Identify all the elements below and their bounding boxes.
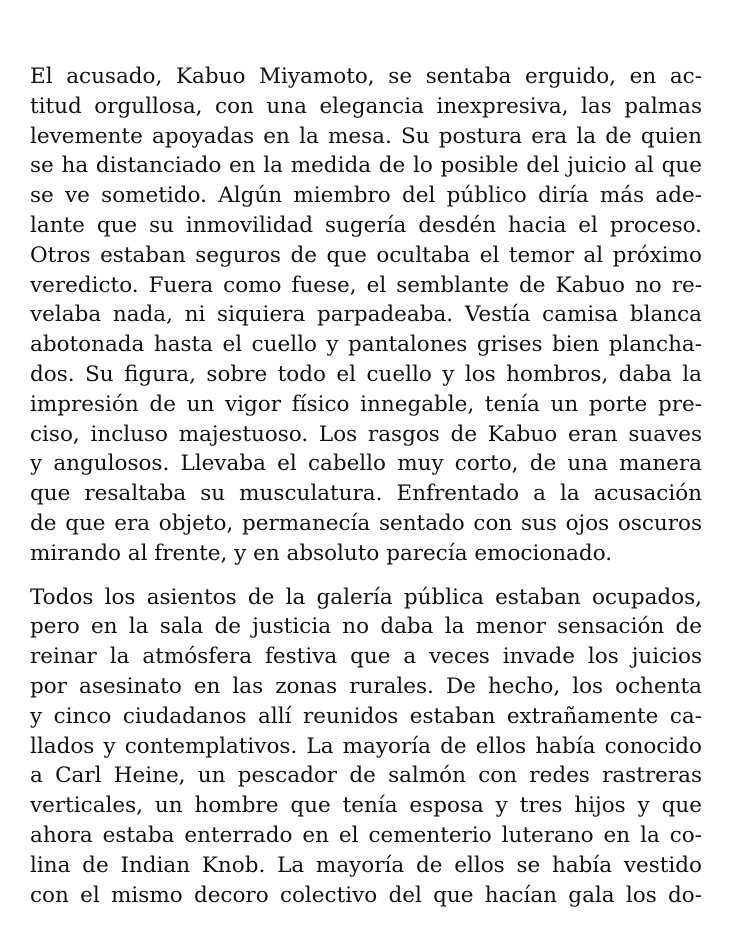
text-line: levemente apoyadas en la mesa. Su postura era la de quien: [30, 123, 702, 149]
text-line: por asesinato en las zonas rurales. De hecho, los ochenta: [30, 673, 702, 699]
text-line: y angulosos. Llevaba el cabello muy corto, de una manera: [30, 451, 702, 477]
text-line: El acusado, Kabuo Miyamoto, se sentaba erguido, en ac-: [30, 64, 702, 89]
text-line: pero en la sala de justicia no daba la menor sensación de: [30, 614, 702, 640]
text-line: ciso, incluso majestuoso. Los rasgos de Kabuo eran suaves: [30, 421, 702, 447]
text-line: titud orgullosa, con una elegancia inexpresiva, las palmas: [30, 93, 702, 119]
text-line: verticales, un hombre que tenía esposa y tres hijos y que: [30, 793, 702, 819]
text-line: con el mismo decoro colectivo del que hacían gala los do-: [30, 882, 702, 908]
text-line: y cinco ciudadanos allí reunidos estaban extrañamente ca-: [30, 703, 702, 729]
text-line: a Carl Heine, un pescador de salmón con redes rastreras: [30, 763, 702, 789]
text-line: se ha distanciado en la medida de lo posible del juicio al que: [30, 153, 702, 179]
text-line: abotonada hasta el cuello y pantalones grises bien plancha-: [30, 332, 702, 358]
page-body: [30, 62, 702, 910]
paragraph: [30, 62, 702, 569]
text-line: dos. Su figura, sobre todo el cuello y los hombros, daba la: [30, 361, 702, 387]
paragraph: [30, 583, 702, 911]
text-line: lante que su inmovilidad sugería desdén hacia el proceso.: [30, 212, 702, 238]
text-line: se ve sometido. Algún miembro del público diría más ade-: [30, 183, 702, 209]
text-line: que resaltaba su musculatura. Enfrentado a la acusación: [30, 481, 702, 507]
text-line: velaba nada, ni siquiera parpadeaba. Vestía camisa blanca: [30, 302, 702, 328]
text-line: reinar la atmósfera festiva que a veces invade los juicios: [30, 644, 702, 670]
text-line: impresión de un vigor físico innegable, tenía un porte pre-: [30, 391, 702, 417]
text-line: Todos los asientos de la galería pública estaban ocupados,: [30, 584, 702, 610]
text-line: Otros estaban seguros de que ocultaba el temor al próximo: [30, 242, 702, 268]
text-line: ahora estaba enterrado en el cementerio luterano en la co-: [30, 822, 702, 848]
text-line: de que era objeto, permanecía sentado con sus ojos oscuros: [30, 510, 702, 536]
text-line: llados y contemplativos. La mayoría de ellos había conocido: [30, 733, 702, 759]
text-line: veredicto. Fuera como fuese, el semblante de Kabuo no re-: [30, 272, 702, 298]
text-line: lina de Indian Knob. La mayoría de ellos se había vestido: [30, 852, 702, 878]
text-line: mirando al frente, y en absoluto parecía emocionado.: [30, 540, 613, 566]
